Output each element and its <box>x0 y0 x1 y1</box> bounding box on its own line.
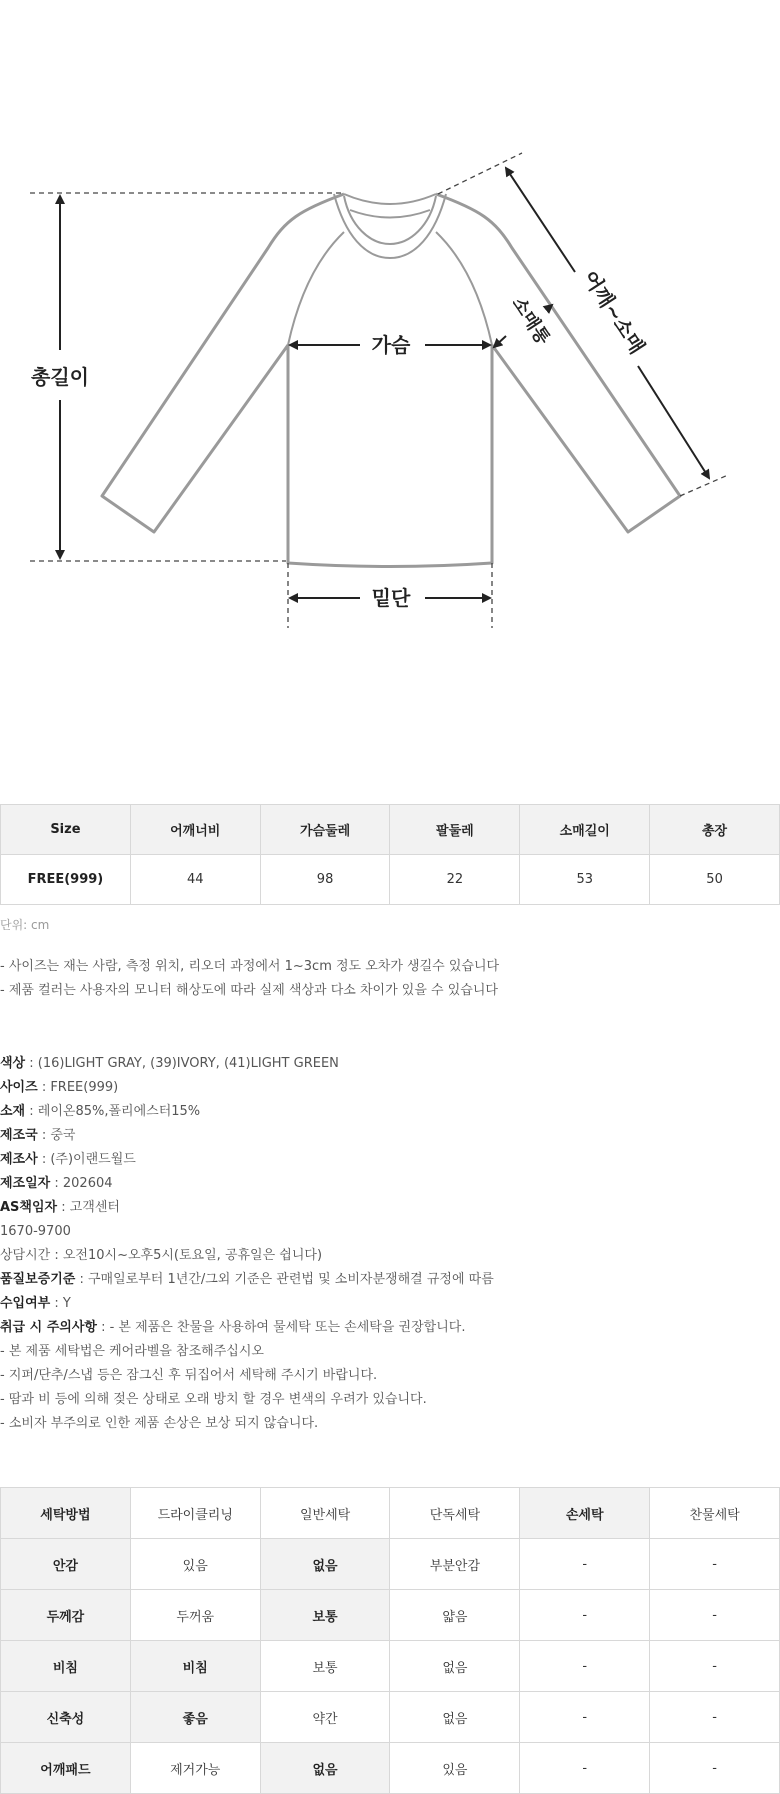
table-cell: 없음 <box>260 1743 390 1794</box>
table-cell: 어깨너비 <box>130 805 260 855</box>
care-line: - 소비자 부주의로 인한 제품 손상은 보상 되지 않습니다. <box>0 1416 319 1431</box>
table-cell: 53 <box>520 855 650 905</box>
sweater-outline <box>102 194 680 567</box>
info-value: : 레이온85%,폴리에스터15% <box>25 1104 201 1119</box>
info-label: 품질보증기준 <box>0 1272 76 1287</box>
info-value: : (16)LIGHT GRAY, (39)IVORY, (41)LIGHT GREEN <box>25 1056 339 1071</box>
info-hours: 상담시간 : 오전10시~오후5시(토요일, 공휴일은 쉽니다) <box>0 1248 323 1263</box>
info-warranty <box>0 1268 494 1292</box>
table-cell: - <box>520 1590 650 1641</box>
care-line: - 본 제품 세탁법은 케어라벨을 참조해주십시오 <box>0 1344 264 1359</box>
size-row <box>1 855 780 905</box>
table-cell: - <box>520 1539 650 1590</box>
table-cell: 일반세탁 <box>260 1488 390 1539</box>
info-import <box>0 1292 494 1316</box>
wash-row <box>1 1743 780 1794</box>
table-cell: 있음 <box>390 1743 520 1794</box>
care-line: - 지퍼/단추/스냅 등은 잠그신 후 뒤집어서 세탁해 주시기 바랍니다. <box>0 1368 378 1383</box>
wash-header-row <box>1 1488 780 1539</box>
info-label: 사이즈 <box>0 1080 38 1095</box>
size-notes <box>0 955 499 1003</box>
info-color <box>0 1052 494 1076</box>
row-header-cell: 세탁방법 <box>1 1488 131 1539</box>
table-cell: 비침 <box>130 1641 260 1692</box>
info-value: : (주)이랜드월드 <box>37 1152 136 1167</box>
table-cell: 약간 <box>260 1692 390 1743</box>
table-cell: 좋음 <box>130 1692 260 1743</box>
chest-label: 가슴 <box>371 333 411 357</box>
table-cell: - <box>650 1743 780 1794</box>
row-header-cell: 어깨패드 <box>1 1743 131 1794</box>
unit-text: 단위: cm <box>0 918 50 932</box>
info-label: 제조국 <box>0 1128 38 1143</box>
table-cell: 총장 <box>650 805 780 855</box>
table-cell: 50 <box>650 855 780 905</box>
table-cell: 소매길이 <box>520 805 650 855</box>
row-header-cell: FREE(999) <box>1 855 131 905</box>
row-header-cell: 안감 <box>1 1539 131 1590</box>
note-line: - 사이즈는 재는 사람, 측정 위치, 리오더 과정에서 1~3cm 정도 오차가 생길수 있습니다 <box>0 959 500 974</box>
note-line: - 제품 컬러는 사용자의 모니터 해상도에 따라 실제 색상과 다소 차이가 있을 수 있습니다 <box>0 983 498 998</box>
table-cell: 없음 <box>390 1641 520 1692</box>
table-cell: 보통 <box>260 1590 390 1641</box>
table-cell: 98 <box>260 855 390 905</box>
garment-sketch <box>0 0 780 720</box>
row-header-cell: Size <box>1 805 131 855</box>
table-cell: 제거가능 <box>130 1743 260 1794</box>
wash-row <box>1 1692 780 1743</box>
wash-row <box>1 1539 780 1590</box>
size-table <box>0 804 780 905</box>
info-label: 제조사 <box>0 1152 38 1167</box>
wash-table <box>0 1487 780 1794</box>
table-cell: - <box>650 1539 780 1590</box>
table-cell: - <box>520 1692 650 1743</box>
row-header-cell: 비침 <box>1 1641 131 1692</box>
table-cell: 손세탁 <box>520 1488 650 1539</box>
table-cell: 부분안감 <box>390 1539 520 1590</box>
info-value: : 구매일로부터 1년간/그외 기준은 관련법 및 소비자분쟁해결 규정에 따름 <box>75 1272 494 1287</box>
wash-row <box>1 1590 780 1641</box>
table-cell: - <box>650 1641 780 1692</box>
table-cell: 단독세탁 <box>390 1488 520 1539</box>
table-cell: 44 <box>130 855 260 905</box>
info-label: AS책임자 <box>0 1200 58 1215</box>
info-label: 수입여부 <box>0 1296 51 1311</box>
info-country <box>0 1124 494 1148</box>
table-cell: 없음 <box>260 1539 390 1590</box>
info-care <box>0 1316 494 1340</box>
row-header-cell: 신축성 <box>1 1692 131 1743</box>
table-cell: 두꺼움 <box>130 1590 260 1641</box>
info-value: : 고객센터 <box>57 1200 120 1215</box>
total-length-label: 총길이 <box>31 365 89 389</box>
table-cell: 얇음 <box>390 1590 520 1641</box>
hem-label: 밑단 <box>371 586 411 610</box>
info-label: 색상 <box>0 1056 26 1071</box>
table-cell: - <box>520 1641 650 1692</box>
info-value: : FREE(999) <box>37 1080 119 1095</box>
info-value: : Y <box>50 1296 71 1311</box>
info-phone: 1670-9700 <box>0 1224 71 1239</box>
info-value: : 중국 <box>37 1128 76 1143</box>
table-cell: 있음 <box>130 1539 260 1590</box>
size-diagram <box>0 0 780 720</box>
info-maker <box>0 1148 494 1172</box>
table-cell: 팔둘레 <box>390 805 520 855</box>
info-size <box>0 1076 494 1100</box>
care-line: - 땀과 비 등에 의해 젖은 상태로 오래 방치 할 경우 변색의 우려가 있습니다. <box>0 1392 427 1407</box>
measure-arrows <box>60 168 709 598</box>
product-info <box>0 1052 494 1436</box>
shoulder-sleeve-label: 어깨~소매 <box>578 266 650 359</box>
row-header-cell: 두께감 <box>1 1590 131 1641</box>
table-cell: 드라이클리닝 <box>130 1488 260 1539</box>
table-cell: 없음 <box>390 1692 520 1743</box>
neckline <box>288 194 492 345</box>
table-cell: 22 <box>390 855 520 905</box>
wash-row <box>1 1641 780 1692</box>
info-material <box>0 1100 494 1124</box>
table-cell: 찬물세탁 <box>650 1488 780 1539</box>
table-cell: - <box>650 1692 780 1743</box>
info-value: : - 본 제품은 찬물을 사용하여 물세탁 또는 손세탁을 권장합니다. <box>96 1320 466 1335</box>
info-label: 소재 <box>0 1104 26 1119</box>
table-cell: - <box>650 1590 780 1641</box>
guide-lines <box>30 153 728 628</box>
info-date <box>0 1172 494 1196</box>
sleeve-width-label: 소매통 <box>507 293 554 349</box>
info-label: 제조일자 <box>0 1176 51 1191</box>
size-header-row <box>1 805 780 855</box>
info-as <box>0 1196 494 1220</box>
info-label: 취급 시 주의사항 <box>0 1320 97 1335</box>
info-value: : 202604 <box>50 1176 113 1191</box>
table-cell: 가슴둘레 <box>260 805 390 855</box>
table-cell: 보통 <box>260 1641 390 1692</box>
table-cell: - <box>520 1743 650 1794</box>
